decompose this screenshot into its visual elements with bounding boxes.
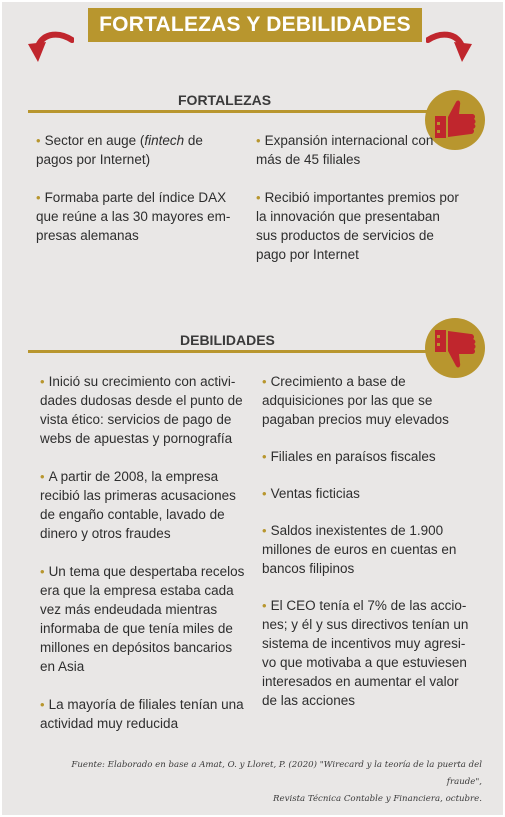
bullet-icon: • [40, 697, 45, 712]
list-item: • A partir de 2008, la empresa recibió las primeras acusaciones de engaño contable, lavado de dinero y otros fraudes [40, 469, 236, 541]
weaknesses-right-column [262, 372, 472, 710]
source-note [62, 757, 482, 808]
curved-arrow-right-icon [426, 30, 474, 66]
weaknesses-badge [425, 318, 485, 378]
strengths-divider [28, 110, 442, 113]
source-line-1: Fuente: Elaborado en base a Amat, O. y Lloret, P. (2020) "Wirecard y la teoría de la puerta del fraude", [71, 760, 482, 787]
bullet-icon: • [40, 564, 45, 579]
bullet-icon: • [256, 190, 261, 205]
bullet-icon: • [262, 449, 267, 464]
list-item: • Inició su crecimiento con activi-dades dudosas desde el punto de vista ético: servicios de pago de webs de apuestas y pornografía [40, 374, 243, 446]
strengths-title: FORTALEZAS [178, 92, 272, 108]
list-item: • Expansión internacional con más de 45 filiales [256, 133, 434, 167]
source-line-2: Revista Técnica Contable y Financiera, octubre. [273, 794, 482, 804]
weaknesses-divider [28, 350, 442, 353]
list-item: • Ventas ficticias [262, 486, 360, 501]
bullet-icon: • [36, 190, 41, 205]
weaknesses-title: DEBILIDADES [180, 332, 275, 348]
bullet-icon: • [262, 374, 267, 389]
strengths-right-column [256, 131, 461, 264]
bullet-icon: • [40, 469, 45, 484]
bullet-icon: • [40, 374, 45, 389]
curved-arrow-left-icon [26, 30, 74, 66]
bullet-icon: • [256, 133, 261, 148]
page-title: FORTALEZAS Y DEBILIDADES [88, 8, 422, 42]
bullet-icon: • [262, 523, 267, 538]
list-item: • Saldos inexistentes de 1.900 millones de euros en cuentas en bancos filipinos [262, 523, 457, 576]
infographic-page [2, 2, 503, 815]
list-item: • Formaba parte del índice DAX que reúne a las 30 mayores em-presas alemanas [36, 190, 231, 243]
weaknesses-left-column [40, 372, 245, 733]
list-item: • Filiales en paraísos fiscales [262, 449, 436, 464]
thumbs-down-icon [425, 318, 485, 378]
list-item: • Un tema que despertaba recelos era que la empresa estaba cada vez más endeudada mientras informaba de que tenía miles de millones en depósitos bancarios en Asia [40, 564, 245, 674]
bullet-icon: • [262, 486, 267, 501]
list-item: • Sector en auge (fintech de pagos por Internet) [36, 133, 203, 167]
list-item: • Crecimiento a base de adquisiciones por las que se pagaban precios muy elevados [262, 374, 449, 427]
list-item: • El CEO tenía el 7% de las accio-nes; y él y sus directivos tenían un sistema de incentivos muy agresi-vo que motivaba a que estuviesen interesados en aumentar el valor de las acciones [262, 598, 469, 708]
list-item: • La mayoría de filiales tenían una actividad muy reducida [40, 697, 244, 731]
bullet-icon: • [36, 133, 41, 148]
bullet-icon: • [262, 598, 267, 613]
strengths-left-column [36, 131, 241, 245]
list-item: • Recibió importantes premios por la innovación que presentaban sus productos de servicios de pago por Internet [256, 190, 459, 262]
